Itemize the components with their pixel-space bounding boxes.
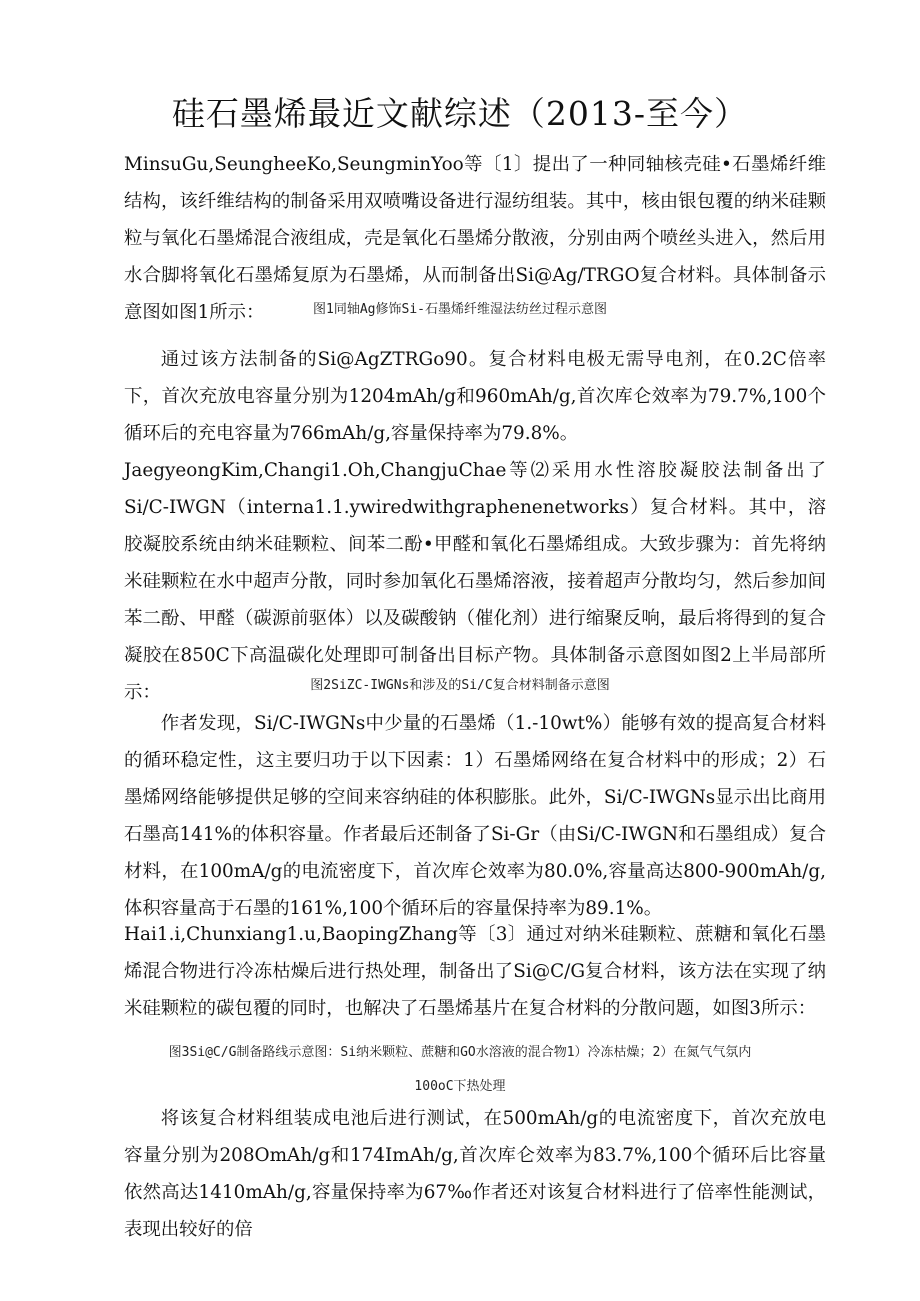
paragraph-6: 将该复合材料组装成电池后进行测试，在500mAh∕g的电流密度下，首次充放电容量分别为208OmAh/g和174ImAh∕g,首次库仑效率为83.7%,100个循环后比容量依然高达1410mAh∕g,容量保持率为67‰作者还对该复合材料进行了倍率性能测试，表现出较好的倍 — [124, 1108, 826, 1240]
figure-1-caption: 图1同轴Ag修饰Si-石墨烯纤维湿法纺丝过程示意图 — [313, 302, 607, 317]
paragraph-4: 作者发现，Si/C-IWGNs中少量的石墨烯（1.-10wt%）能够有效的提高复合材料的循环稳定性，这主要归功于以下因素：1）石墨烯网络在复合材料中的形成；2）石墨烯网络能够提供足够的空间来容纳硅的体积膨胀。此外，Si/C-IWGNs显示出比商用石墨高141%的体积容量。作者最后还制备了Si-Gr（由Si/C-IWGN和石墨组成）复合材料，在100mA/g的电流密度下，首次库仑效率为80.0%,容量高达800-900mAh∕g,体积容量高于石墨的161%,100个循环后的容量保持率为89.1%。 — [124, 713, 826, 919]
paragraph-2: 通过该方法制备的Si@AgZTRGo90。复合材料电极无需导电剂，在0.2C倍率下，首次充放电容量分别为1204mAh/g和960mAh∕g,首次库仑效率为79.7%,100个循环后的充电容量为766mAh∕g,容量保持率为79.8%。 — [124, 349, 826, 444]
paragraph-1: MinsuGu,SeungheeKo,SeungminYoo等〔1〕提出了一种同轴核壳硅•石墨烯纤维结构，该纤维结构的制备采用双喷嘴设备进行湿纺组装。其中，核由银包覆的纳米硅颗粒与氧化石墨烯混合液组成，壳是氧化石墨烯分散液，分别由两个喷丝头进入，然后用水合脚将氧化石墨烯复原为石墨烯，从而制备出Si@Ag/TRGO复合材料。具体制备示意图如图1所示： — [124, 154, 826, 323]
figure-3-caption: 图3Si@C/G制备路线示意图：Si纳米颗粒、蔗糖和GO水溶液的混合物1）冷冻枯燥；2）在氮气气氛内100oC下热处理 — [168, 1045, 752, 1094]
figure-2-caption: 图2SiZC-IWGNs和涉及的Si/C复合材料制备示意图 — [310, 678, 610, 693]
paragraph-5: Hai1.i,Chunxiang1.u,BaopingZhang等〔3〕通过对纳米硅颗粒、蔗糖和氧化石墨烯混合物进行冷冻枯燥后进行热处理，制备出了Si@C/G复合材料，该方法在实现了纳米硅颗粒的碳包覆的同时，也解决了石墨烯基片在复合材料的分散问题，如图3所示： — [124, 924, 826, 1019]
document-title: 硅石墨烯最近文献综述（2013-至今） — [171, 94, 749, 133]
paragraph-3: JaegyeongKim,Changi1.Oh,ChangjuChae等⑵采用水性溶胶凝胶法制备出了Si/C-IWGN（interna1.1.ywiredwithgraphenenetworks）复合材料。其中，溶胶凝胶系统由纳米硅颗粒、间苯二酚•甲醛和氧化石墨烯组成。大致步骤为：首先将纳米硅颗粒在水中超声分散，同时参加氧化石墨烯溶液，接着超声分散均匀，然后参加间苯二酚、甲醛（碳源前驱体）以及碳酸钠（催化剂）进行缩聚反响，最后将得到的复合凝胶在850C下高温碳化处理即可制备出目标产物。具体制备示意图如图2上半局部所示： — [124, 460, 826, 703]
